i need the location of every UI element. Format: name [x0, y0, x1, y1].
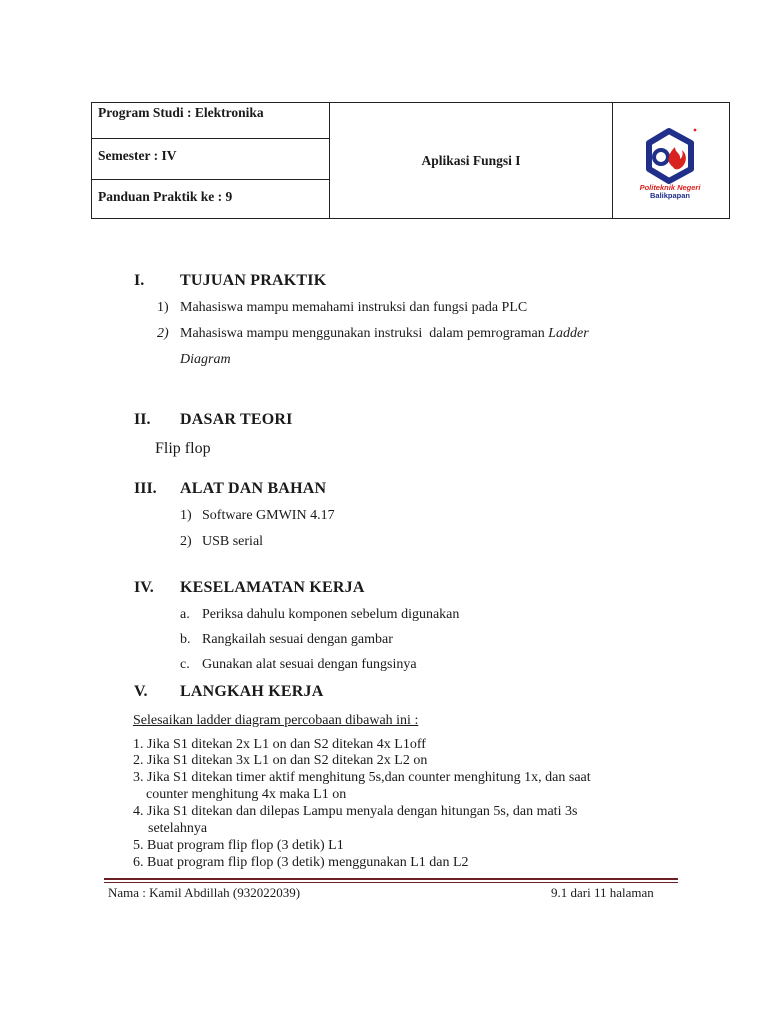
s4-item-b-text: Rangkailah sesuai dengan gambar [202, 632, 393, 647]
header-table [91, 102, 730, 219]
step-5: 5. Buat program flip flop (3 detik) L1 [133, 838, 344, 853]
footer-page-number: 9.1 dari 11 halaman [551, 885, 654, 900]
s1-item-2-italic: Ladder [548, 326, 589, 341]
s1-item-2-text [180, 326, 589, 342]
panduan-cell: Panduan Praktik ke : 9 [98, 189, 233, 204]
section-1-title: TUJUAN PRAKTIK [180, 272, 327, 289]
s3-item-2-marker: 2) [180, 534, 192, 549]
s1-item-2-continuation: Diagram [180, 352, 231, 367]
section-2-title: DASAR TEORI [180, 411, 293, 428]
program-studi-cell: Program Studi : Elektronika [92, 103, 329, 139]
step-3-continuation: counter menghitung 4x maka L1 on [146, 787, 347, 802]
s4-item-c-marker: c. [180, 657, 190, 672]
section-5-title: LANGKAH KERJA [180, 683, 324, 700]
semester-cell: Semester : IV [92, 139, 329, 180]
footer-rule-thick [104, 878, 678, 880]
section-3-title: ALAT DAN BAHAN [180, 480, 327, 497]
s4-item-a-marker: a. [180, 607, 190, 622]
s3-item-1-text: Software GMWIN 4.17 [202, 508, 335, 523]
section-5-intro: Selesaikan ladder diagram percobaan dibawah ini : [133, 713, 419, 728]
s1-item-2-main: Mahasiswa mampu menggunakan instruksi dalam pemrograman [180, 326, 545, 341]
section-3-number: III. [134, 480, 157, 497]
s1-item-2-marker: 2) [157, 326, 169, 341]
s3-item-2-text: USB serial [202, 534, 264, 549]
s1-item-1-marker: 1) [157, 300, 169, 315]
s4-item-c-text: Gunakan alat sesuai dengan fungsinya [202, 657, 417, 672]
section-1-number: I. [134, 272, 145, 289]
s4-item-a-text: Periksa dahulu komponen sebelum digunakan [202, 607, 460, 622]
section-5-number: V. [134, 683, 148, 700]
footer-student-name: Nama : Kamil Abdillah (932022039) [108, 885, 301, 900]
logo-text-line1: Politeknik Negeri [639, 183, 701, 192]
step-6: 6. Buat program flip flop (3 detik) menggunakan L1 dan L2 [133, 855, 469, 870]
section-4-number: IV. [134, 579, 154, 596]
step-4: 4. Jika S1 ditekan dan dilepas Lampu menyala dengan hitungan 5s, dan mati 3s [133, 804, 578, 819]
s1-item-1-text: Mahasiswa mampu memahami instruksi dan fungsi pada PLC [180, 300, 528, 315]
section-4-title: KESELAMATAN KERJA [180, 579, 365, 596]
logo-text-line2: Balikpapan [649, 191, 691, 200]
document-title: Aplikasi Fungsi I [330, 103, 613, 218]
section-2-body: Flip flop [155, 440, 211, 457]
footer-rule-thin [104, 882, 678, 883]
institution-logo [613, 103, 729, 218]
step-1: 1. Jika S1 ditekan 2x L1 on dan S2 ditekan 4x L1off [133, 737, 426, 752]
header-left-column [92, 103, 330, 218]
s3-item-1-marker: 1) [180, 508, 192, 523]
section-2-number: II. [134, 411, 151, 428]
s4-item-b-marker: b. [180, 632, 191, 647]
polnes-logo-icon [613, 103, 729, 220]
step-2: 2. Jika S1 ditekan 3x L1 on dan S2 ditekan 2x L2 on [133, 753, 428, 768]
step-3: 3. Jika S1 ditekan timer aktif menghitung 5s,dan counter menghitung 1x, dan saat [133, 770, 591, 785]
step-4-continuation: setelahnya [148, 821, 208, 836]
